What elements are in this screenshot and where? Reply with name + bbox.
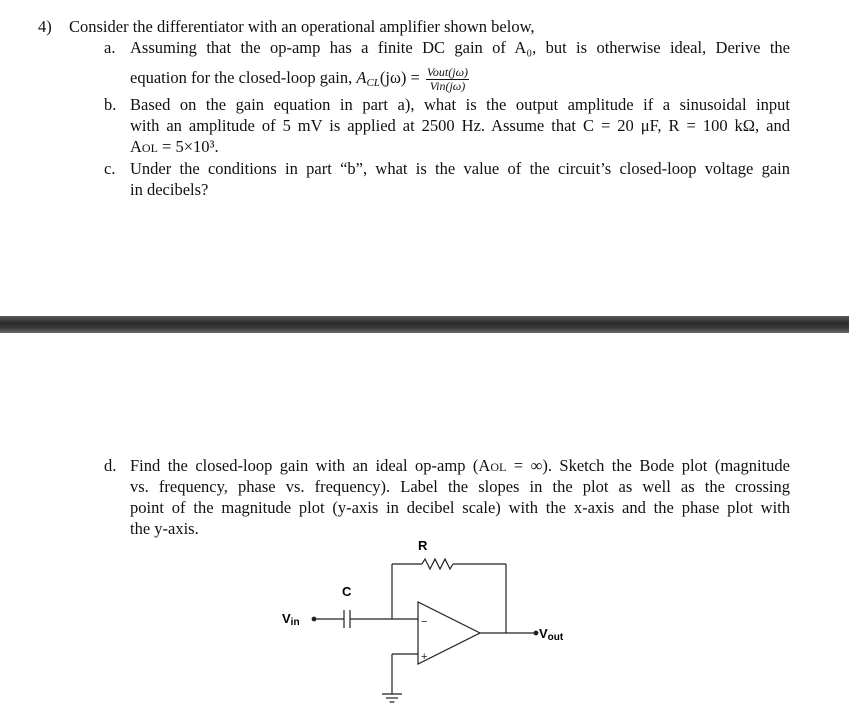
op-amp-minus: − bbox=[421, 616, 428, 628]
part-c-line2: in decibels? bbox=[130, 180, 209, 199]
fraction-numerator: Vout(jω) bbox=[426, 64, 469, 79]
op-amp-plus: + bbox=[421, 651, 428, 663]
output-voltage-label bbox=[539, 626, 564, 643]
aol-subscript: OL bbox=[141, 141, 158, 155]
part-d-aol-subscript: OL bbox=[490, 460, 507, 474]
part-d-line1-a: Find the closed-loop gain with an ideal op-amp (A bbox=[130, 456, 491, 475]
output-terminal bbox=[534, 631, 538, 635]
resistor-zigzag bbox=[422, 559, 453, 569]
part-d-label: d. bbox=[104, 456, 117, 475]
output-voltage-subscript: out bbox=[547, 632, 564, 643]
input-terminal bbox=[312, 617, 316, 621]
gain-fraction bbox=[426, 66, 469, 93]
part-d-line2: vs. frequency, phase vs. frequency). Label the slopes in the plot as well as the crossing bbox=[130, 477, 790, 496]
resistor-label: R bbox=[418, 538, 428, 553]
part-d-line3: point of the magnitude plot (y-axis in decibel scale) with the x-axis and the phase plot with bbox=[130, 498, 790, 517]
part-c-line1: Under the conditions in part “b”, what is the value of the circuit’s closed-loop voltage gain bbox=[130, 159, 790, 178]
output-voltage-symbol: V bbox=[539, 626, 548, 641]
question-number: 4) bbox=[38, 17, 52, 36]
part-d-line1 bbox=[130, 456, 790, 477]
aol-symbol: A bbox=[130, 137, 142, 156]
part-a-line2 bbox=[130, 60, 469, 96]
part-d-line4: the y-axis. bbox=[130, 519, 199, 538]
input-voltage-symbol: V bbox=[282, 611, 291, 626]
part-a-label: a. bbox=[104, 38, 116, 57]
part-d-line1-b: = ∞). Sketch the Bode plot (magnitude bbox=[506, 456, 790, 475]
gain-argument: (jω) = bbox=[379, 68, 424, 87]
part-b-line3 bbox=[130, 137, 219, 158]
input-voltage-label bbox=[282, 611, 300, 628]
gain-symbol: A bbox=[356, 68, 367, 87]
gain-subscript: CL bbox=[366, 77, 380, 89]
part-b-line2: with an amplitude of 5 mV is applied at 2500 Hz. Assume that C = 20 μF, R = 100 kΩ, and bbox=[130, 116, 790, 135]
part-a-line1: Assuming that the op-amp has a finite DC gain of A₀, but is otherwise ideal, Derive the bbox=[130, 38, 790, 57]
aol-value: = 5×10³. bbox=[157, 137, 219, 156]
page-divider bbox=[0, 316, 849, 333]
input-voltage-subscript: in bbox=[290, 617, 300, 628]
part-c-label: c. bbox=[104, 159, 116, 178]
fraction-denominator: Vin(jω) bbox=[429, 78, 466, 93]
differentiator-circuit bbox=[270, 530, 590, 720]
question-intro: Consider the differentiator with an operational amplifier shown below, bbox=[69, 17, 535, 36]
capacitor-label: C bbox=[342, 584, 352, 599]
part-b-line1: Based on the gain equation in part a), what is the output amplitude if a sinusoidal input bbox=[130, 95, 790, 114]
part-b-label: b. bbox=[104, 95, 117, 114]
part-a-line2-text: equation for the closed-loop gain, bbox=[130, 68, 357, 87]
